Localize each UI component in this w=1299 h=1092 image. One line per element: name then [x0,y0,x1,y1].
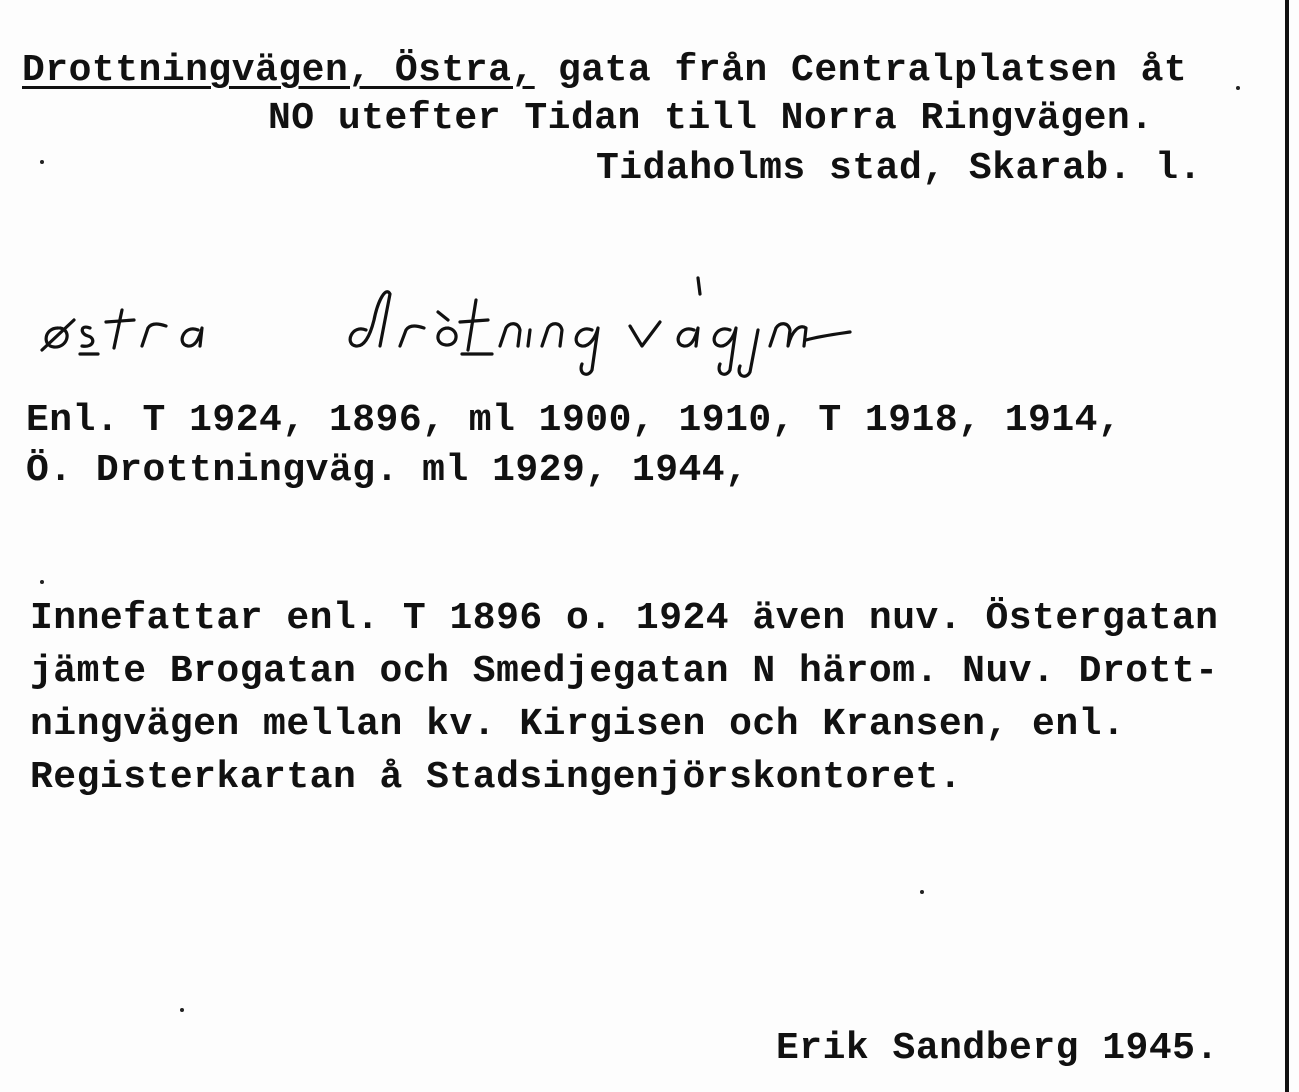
scan-speck [920,890,924,894]
entry-term: Drottningvägen, Östra, [22,49,535,92]
header-line-3: Tidaholms stad, Skarab. l. [596,147,1202,190]
signature: Erik Sandberg 1945. [776,1027,1219,1070]
note-line-1: Innefattar enl. T 1896 o. 1924 även nuv. Östergatan [30,597,1219,640]
scan-speck [180,1008,184,1012]
header-line-2: NO utefter Tidan till Norra Ringvägen. [268,97,1154,140]
note-line-4: Registerkartan å Stadsingenjörskontoret. [30,756,963,799]
scan-speck [1236,86,1240,90]
scan-speck [40,580,44,584]
note-line-3: ningvägen mellan kv. Kirgisen och Kransen, enl. [30,703,1126,746]
entry-description: gata från Centralplatsen åt [534,49,1188,92]
note-line-2: jämte Brogatan och Smedjegatan N härom. Nuv. Drott- [30,650,1219,693]
header-line-1 [22,49,1188,92]
scan-speck [40,160,44,164]
sources-line-2: Ö. Drottningväg. ml 1929, 1944, [26,449,749,492]
handwritten-pronunciation [30,250,1040,380]
sources-line-1: Enl. T 1924, 1896, ml 1900, 1910, T 1918, 1914, [26,399,1122,442]
card-edge [1285,0,1289,1092]
